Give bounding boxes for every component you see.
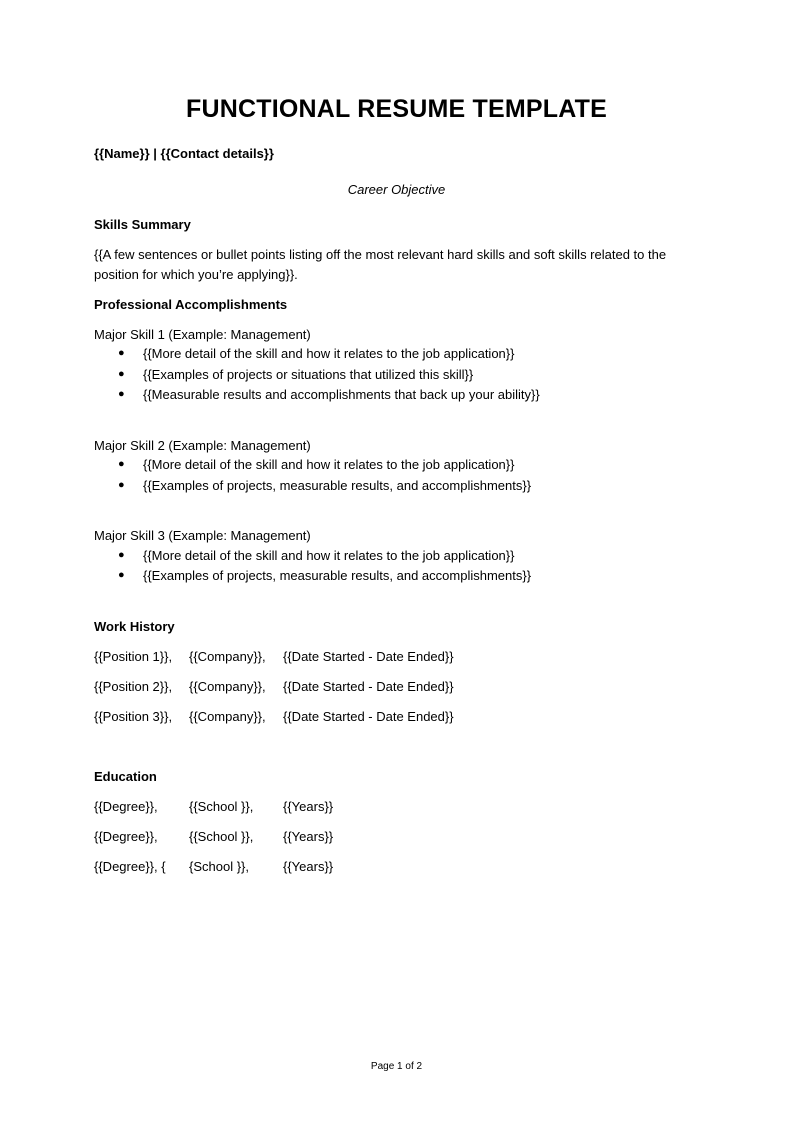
bullet-icon: ● (118, 458, 125, 470)
bullet-icon: ● (118, 368, 125, 380)
bullet-icon: ● (118, 549, 125, 561)
education-years: {{Years}} (283, 829, 334, 844)
work-history-heading: Work History (94, 619, 175, 634)
work-position: {{Position 2}}, (94, 679, 173, 694)
education-degree: {{Degree}}, { (94, 859, 166, 874)
education-years: {{Years}} (283, 799, 334, 814)
skill-1-bullet: {{Examples of projects or situations that utilized this skill}} (143, 367, 474, 382)
work-position: {{Position 1}}, (94, 649, 173, 664)
document-title: FUNCTIONAL RESUME TEMPLATE (186, 95, 607, 123)
education-years: {{Years}} (283, 859, 334, 874)
work-dates: {{Date Started - Date Ended}} (283, 649, 454, 664)
career-objective: Career Objective (347, 182, 446, 197)
major-skill-2-label: Major Skill 2 (Example: Management) (94, 438, 311, 453)
education-school: {{School }}, (189, 799, 254, 814)
accomplishments-heading: Professional Accomplishments (94, 297, 288, 312)
skills-summary-heading: Skills Summary (94, 217, 191, 232)
skills-summary-text-line1: {{A few sentences or bullet points listing off the most relevant hard skills and soft skills related to the (94, 247, 667, 262)
bullet-icon: ● (118, 569, 125, 581)
bullet-icon: ● (118, 479, 125, 491)
skill-2-bullet: {{Examples of projects, measurable results, and accomplishments}} (143, 478, 532, 493)
bullet-icon: ● (118, 388, 125, 400)
education-degree: {{Degree}}, (94, 829, 158, 844)
education-school: {School }}, (189, 859, 249, 874)
education-heading: Education (94, 769, 157, 784)
education-school: {{School }}, (189, 829, 254, 844)
skills-summary-text-line2: position for which you’re applying}}. (94, 267, 298, 282)
page-number-footer: Page 1 of 2 (370, 1061, 423, 1072)
work-position: {{Position 3}}, (94, 709, 173, 724)
work-company: {{Company}}, (189, 679, 266, 694)
education-degree: {{Degree}}, (94, 799, 158, 814)
major-skill-3-label: Major Skill 3 (Example: Management) (94, 528, 311, 543)
bullet-icon: ● (118, 347, 125, 359)
skill-1-bullet: {{Measurable results and accomplishments that back up your ability}} (143, 387, 540, 402)
work-dates: {{Date Started - Date Ended}} (283, 709, 454, 724)
skill-3-bullet: {{More detail of the skill and how it relates to the job application}} (143, 548, 515, 563)
major-skill-1-label: Major Skill 1 (Example: Management) (94, 327, 311, 342)
skill-2-bullet: {{More detail of the skill and how it relates to the job application}} (143, 457, 515, 472)
skill-3-bullet: {{Examples of projects, measurable results, and accomplishments}} (143, 568, 532, 583)
work-company: {{Company}}, (189, 709, 266, 724)
work-dates: {{Date Started - Date Ended}} (283, 679, 454, 694)
work-company: {{Company}}, (189, 649, 266, 664)
name-contact-line: {{Name}} | {{Contact details}} (94, 146, 274, 161)
skill-1-bullet: {{More detail of the skill and how it relates to the job application}} (143, 346, 515, 361)
